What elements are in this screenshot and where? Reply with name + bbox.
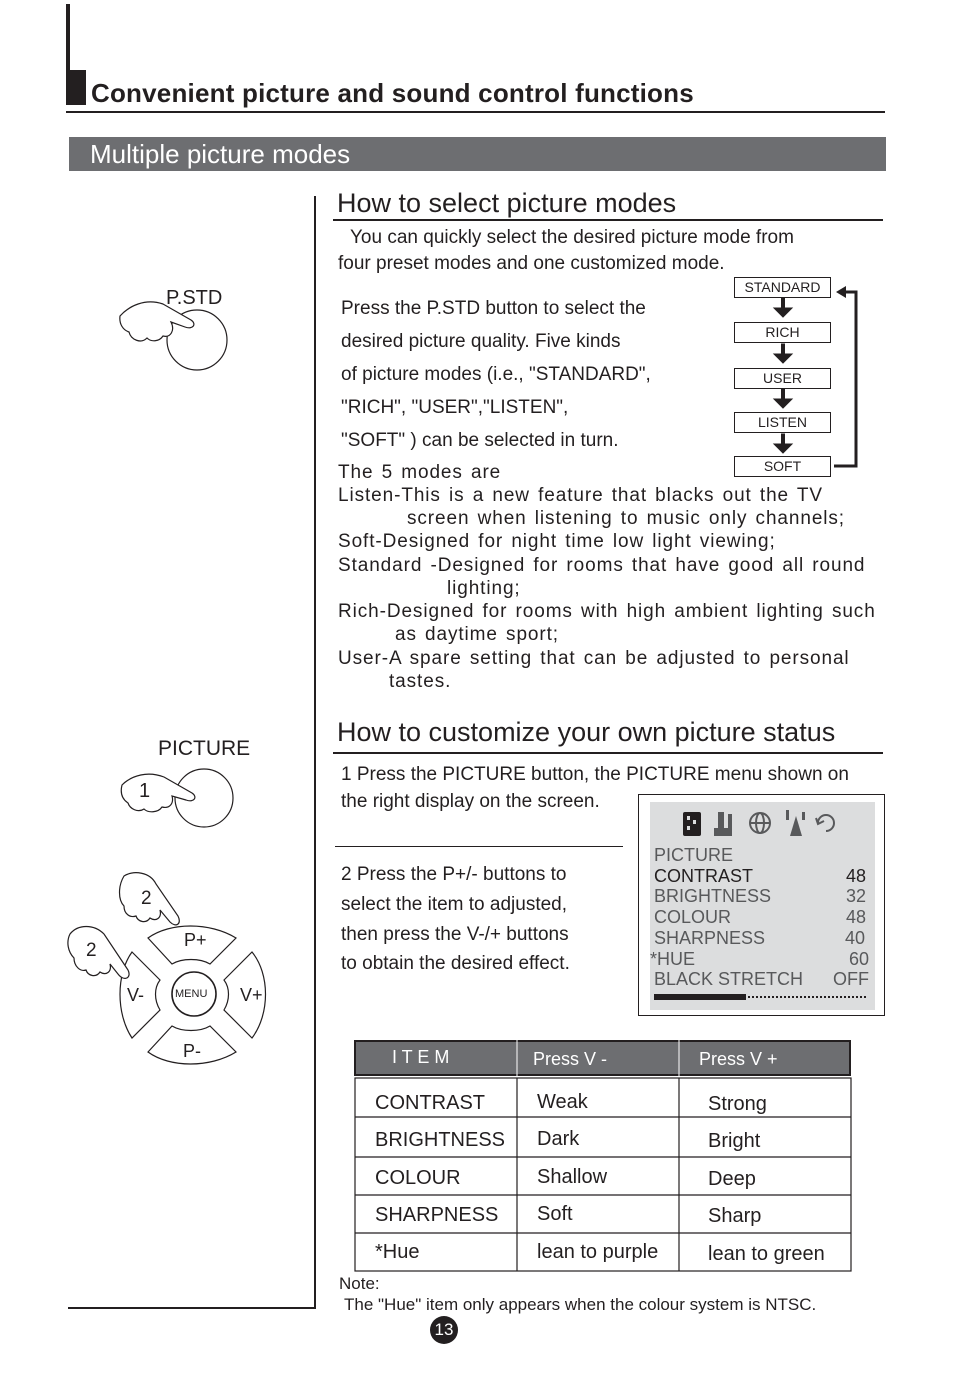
pad-step-left: 2 <box>86 940 97 961</box>
table-cell: *Hue <box>375 1241 420 1263</box>
select-intro-line: four preset modes and one customized mode. <box>338 253 725 274</box>
mode-line: as daytime sport; <box>395 624 559 645</box>
press-line: of picture modes (i.e., "STANDARD", <box>341 364 651 385</box>
hand-icon <box>68 927 129 979</box>
press-line: desired picture quality. Five kinds <box>341 331 621 352</box>
mode-line: Soft-Designed for night time low light viewing; <box>338 531 776 552</box>
pad-menu-label: MENU <box>175 988 208 1000</box>
loop-arrow <box>834 292 856 466</box>
mode-line: tastes. <box>389 671 452 692</box>
osd-item-label: *HUE <box>650 949 696 969</box>
step-divider <box>335 846 623 847</box>
table-cell: Shallow <box>537 1166 608 1188</box>
pad-v-minus-label: V- <box>127 985 145 1005</box>
mode-line: Standard -Designed for rooms that have good all round <box>338 555 866 576</box>
table-cell: lean to green <box>708 1243 825 1265</box>
table-cell: BRIGHTNESS <box>375 1129 506 1151</box>
flow-box-rich: RICH <box>734 322 831 343</box>
modes-intro: The 5 modes are <box>338 462 502 483</box>
step2-line: select the item to adjusted, <box>341 894 568 915</box>
select-heading-rule <box>333 219 883 221</box>
press-line: "SOFT" ) can be selected in turn. <box>341 430 619 451</box>
table-cell: Sharp <box>708 1205 762 1227</box>
select-intro-line: You can quickly select the desired picture mode from <box>350 227 794 248</box>
table-header-cell: Press V + <box>699 1049 778 1069</box>
step1-line: the right display on the screen. <box>341 791 600 812</box>
osd-item-value: OFF <box>833 969 869 989</box>
customize-heading: How to customize your own picture status <box>337 717 836 747</box>
picture-icon <box>683 812 701 836</box>
page-title: Convenient picture and sound control functions <box>91 78 694 108</box>
osd-item-label: BRIGHTNESS <box>654 886 772 906</box>
note-text: The "Hue" item only appears when the colour system is NTSC. <box>344 1295 817 1314</box>
table-cell: Bright <box>708 1130 761 1152</box>
table-grid <box>354 1040 854 1274</box>
osd-icon-bar <box>678 806 843 842</box>
press-line: Press the P.STD button to select the <box>341 298 646 319</box>
page-number: 13 <box>430 1316 458 1344</box>
arrow-left-icon <box>836 286 846 298</box>
step2-line: to obtain the desired effect. <box>341 953 570 974</box>
osd-item-label: COLOUR <box>654 907 732 927</box>
remote-pad-illustration <box>60 862 280 1074</box>
mode-line: screen when listening to music only channels; <box>407 508 845 529</box>
osd-item-value: 32 <box>846 886 867 906</box>
arrow-down-icon <box>774 298 792 453</box>
table-cell: Deep <box>708 1168 756 1190</box>
pad-v-plus-label: V+ <box>240 985 263 1005</box>
press-line: "RICH", "USER","LISTEN", <box>341 397 569 418</box>
sound-icon <box>714 812 732 836</box>
osd-item-label: BLACK STRETCH <box>654 969 804 989</box>
picture-step-number: 1 <box>139 780 151 802</box>
osd-level-bar <box>654 993 870 1001</box>
osd-item-value: 48 <box>846 866 867 886</box>
osd-title: PICTURE <box>654 845 734 865</box>
select-heading: How to select picture modes <box>337 188 677 218</box>
flow-box-soft: SOFT <box>734 456 831 477</box>
hand-icon <box>121 774 195 812</box>
mode-line: User-A spare setting that can be adjusted to personal <box>338 648 850 669</box>
osd-item-value: 60 <box>849 949 870 969</box>
table-cell: Weak <box>537 1091 588 1113</box>
title-divider <box>66 111 885 113</box>
bottom-divider <box>68 1307 316 1309</box>
pad-p-plus-label: P+ <box>184 930 207 950</box>
flow-box-user: USER <box>734 368 831 389</box>
osd-item-label: SHARPNESS <box>654 928 766 948</box>
antenna-icon <box>786 810 805 836</box>
pad-p-minus-label: P- <box>183 1041 201 1061</box>
table-header-cell: I T E M <box>392 1047 450 1067</box>
pad-step-top: 2 <box>141 888 152 909</box>
table-cell: COLOUR <box>375 1167 461 1189</box>
table-cell: Dark <box>537 1128 580 1150</box>
mode-line: Rich-Designed for rooms with high ambient lighting such <box>338 601 876 622</box>
picture-button-illustration <box>118 765 238 830</box>
note-label: Note: <box>339 1274 380 1293</box>
table-cell: Soft <box>537 1203 573 1225</box>
pstd-button-illustration <box>115 292 235 374</box>
flow-arrows <box>760 280 870 475</box>
header-block <box>66 70 86 105</box>
table-cell: lean to purple <box>537 1241 659 1263</box>
step1-line: 1 Press the PICTURE button, the PICTURE menu shown on <box>341 764 849 785</box>
picture-label: PICTURE <box>158 737 251 760</box>
column-divider <box>314 196 316 1308</box>
mode-line: lighting; <box>447 578 521 599</box>
refresh-icon <box>816 815 834 831</box>
globe-icon <box>750 813 770 833</box>
step2-line: 2 Press the P+/- buttons to <box>341 864 567 885</box>
mode-line: Listen-This is a new feature that blacks out the TV <box>338 485 823 506</box>
table-cell: Strong <box>708 1093 767 1115</box>
customize-heading-rule <box>333 752 883 754</box>
table-header-cell: Press V - <box>533 1049 608 1069</box>
osd-item-label: CONTRAST <box>654 866 753 886</box>
hand-icon <box>120 302 194 341</box>
osd-item-value: 48 <box>846 907 867 927</box>
osd-item-value: 40 <box>845 928 866 948</box>
flow-box-standard: STANDARD <box>734 277 831 298</box>
step2-line: then press the V-/+ buttons <box>341 924 569 945</box>
section-title: Multiple picture modes <box>90 139 351 169</box>
table-cell: SHARPNESS <box>375 1204 499 1226</box>
flow-box-listen: LISTEN <box>734 412 831 433</box>
pstd-label: P.STD <box>166 287 223 309</box>
table-cell: CONTRAST <box>375 1092 485 1114</box>
